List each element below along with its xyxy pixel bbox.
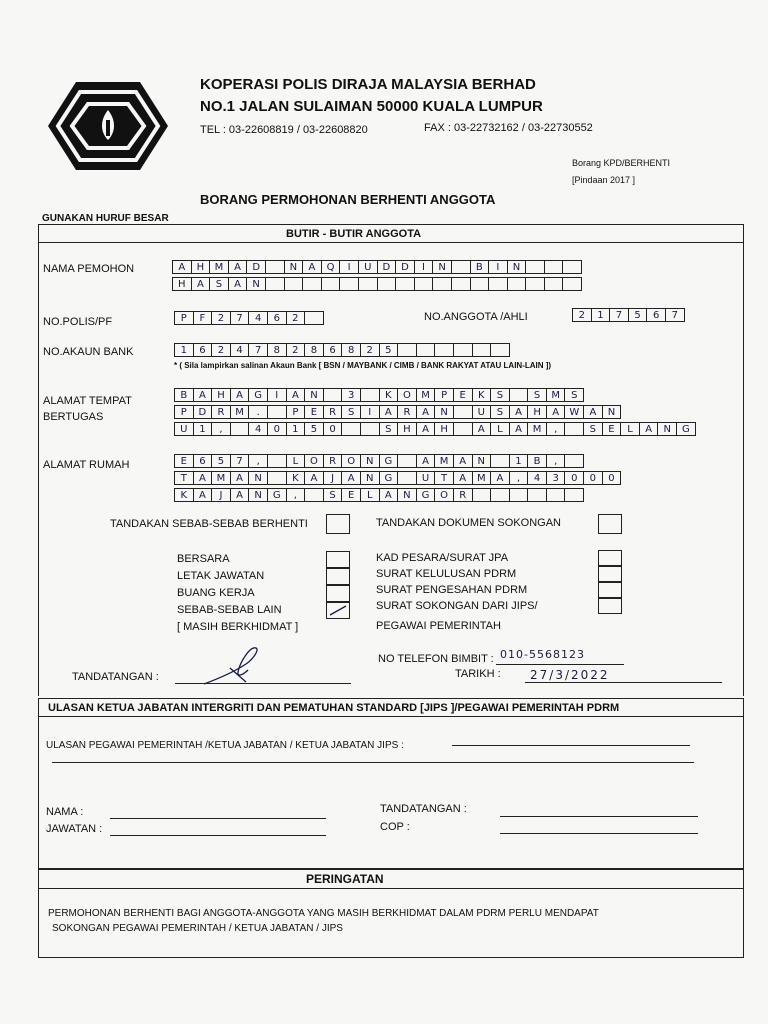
char-cell[interactable]: B: [174, 388, 194, 402]
char-cell[interactable]: [451, 260, 471, 274]
char-cell[interactable]: M: [209, 260, 229, 274]
rumah-row-2[interactable]: [174, 471, 620, 485]
char-cell[interactable]: A: [583, 405, 603, 419]
anggota-label: NO.ANGGOTA /AHLI: [424, 311, 528, 323]
char-cell[interactable]: L: [490, 422, 510, 436]
documents-heading-box: [598, 514, 622, 534]
char-cell[interactable]: 2: [572, 308, 592, 322]
char-cell[interactable]: E: [453, 388, 473, 402]
document-checkbox[interactable]: [598, 550, 622, 566]
instruction: GUNAKAN HURUF BESAR: [42, 213, 169, 224]
char-cell[interactable]: H: [191, 260, 211, 274]
char-cell[interactable]: U: [472, 405, 492, 419]
char-cell[interactable]: N: [397, 488, 417, 502]
char-cell[interactable]: G: [379, 454, 399, 468]
char-cell[interactable]: [453, 422, 473, 436]
char-cell[interactable]: [321, 277, 341, 291]
reason-label: BERSARA: [177, 553, 230, 565]
char-cell[interactable]: D: [246, 260, 266, 274]
char-cell[interactable]: 5: [304, 422, 324, 436]
char-cell[interactable]: [397, 343, 417, 357]
tempat-label: ALAMAT TEMPAT: [43, 395, 132, 407]
char-cell[interactable]: [564, 422, 584, 436]
char-cell[interactable]: [358, 277, 378, 291]
reminder-line-1: PERMOHONAN BERHENTI BAGI ANGGOTA-ANGGOTA YANG MASIH BERKHIDMAT DALAM PDRM PERLU MENDAPAT: [48, 908, 599, 919]
char-cell[interactable]: I: [339, 260, 359, 274]
char-cell[interactable]: M: [472, 471, 492, 485]
char-cell[interactable]: B: [470, 260, 490, 274]
char-cell[interactable]: A: [490, 471, 510, 485]
char-cell[interactable]: D: [395, 260, 415, 274]
char-cell[interactable]: ,: [211, 422, 231, 436]
char-cell[interactable]: G: [267, 488, 287, 502]
char-cell[interactable]: 2: [286, 343, 306, 357]
char-cell[interactable]: R: [211, 405, 231, 419]
char-cell[interactable]: U: [358, 260, 378, 274]
char-cell[interactable]: 6: [646, 308, 666, 322]
char-cell[interactable]: ,: [546, 454, 566, 468]
char-cell[interactable]: S: [323, 488, 343, 502]
char-cell[interactable]: ,: [248, 454, 268, 468]
reasons-heading: TANDAKAN SEBAB-SEBAB BERHENTI: [110, 518, 308, 530]
char-cell[interactable]: 3: [341, 388, 361, 402]
char-cell[interactable]: [564, 454, 584, 468]
char-cell[interactable]: 6: [193, 343, 213, 357]
char-cell[interactable]: 5: [211, 454, 231, 468]
tempat-row-1[interactable]: [174, 388, 583, 402]
char-cell[interactable]: A: [341, 471, 361, 485]
char-cell[interactable]: E: [341, 488, 361, 502]
char-cell[interactable]: H: [434, 422, 454, 436]
char-cell[interactable]: N: [304, 388, 324, 402]
char-cell[interactable]: 0: [602, 471, 622, 485]
tempat-label-2: BERTUGAS: [43, 411, 104, 423]
char-cell[interactable]: A: [302, 260, 322, 274]
char-cell[interactable]: [432, 277, 452, 291]
char-cell[interactable]: A: [193, 471, 213, 485]
char-cell[interactable]: N: [246, 277, 266, 291]
char-cell[interactable]: ,: [546, 422, 566, 436]
char-cell[interactable]: A: [379, 488, 399, 502]
char-cell[interactable]: D: [193, 405, 213, 419]
reason-checkbox[interactable]: [326, 585, 350, 602]
char-cell[interactable]: I: [267, 388, 287, 402]
char-cell[interactable]: [265, 260, 285, 274]
char-cell[interactable]: [397, 471, 417, 485]
koperasi-logo: [46, 80, 170, 172]
officer-signature-label: TANDATANGAN :: [380, 803, 467, 815]
tempat-row-3[interactable]: [174, 422, 695, 436]
char-cell[interactable]: P: [174, 405, 194, 419]
char-cell[interactable]: [490, 343, 510, 357]
char-cell[interactable]: [395, 277, 415, 291]
char-cell[interactable]: R: [323, 405, 343, 419]
char-cell[interactable]: H: [397, 422, 417, 436]
reason-label: SEBAB-SEBAB LAIN: [177, 604, 282, 616]
cop-line[interactable]: [500, 833, 698, 834]
char-cell[interactable]: N: [602, 405, 622, 419]
jawatan-line[interactable]: [110, 835, 326, 836]
section3-heading-bar: [38, 868, 744, 889]
polis-label: NO.POLIS/PF: [43, 316, 113, 328]
nama-officer-line[interactable]: [110, 818, 326, 819]
char-cell[interactable]: 4: [248, 422, 268, 436]
document-checkbox[interactable]: [598, 598, 622, 614]
rumah-label: ALAMAT RUMAH: [43, 459, 130, 471]
char-cell[interactable]: [562, 260, 582, 274]
phone-label: NO TELEFON BIMBIT :: [378, 653, 494, 665]
char-cell[interactable]: K: [174, 488, 194, 502]
reason-checkbox[interactable]: [326, 568, 350, 585]
reason-checkbox[interactable]: [326, 602, 350, 619]
document-label: SURAT KELULUSAN PDRM: [376, 568, 517, 580]
char-cell[interactable]: A: [228, 260, 248, 274]
char-cell[interactable]: [562, 277, 582, 291]
char-cell[interactable]: A: [191, 277, 211, 291]
char-cell[interactable]: G: [676, 422, 696, 436]
char-cell[interactable]: G: [248, 388, 268, 402]
char-cell[interactable]: [451, 277, 471, 291]
char-cell[interactable]: [490, 488, 510, 502]
phone-line: [496, 664, 624, 665]
char-cell[interactable]: S: [564, 388, 584, 402]
char-cell[interactable]: [472, 488, 492, 502]
char-cell[interactable]: [525, 277, 545, 291]
org-tel: TEL : 03-22608819 / 03-22608820: [200, 124, 368, 136]
char-cell[interactable]: N: [360, 454, 380, 468]
char-cell[interactable]: A: [228, 277, 248, 291]
char-cell[interactable]: [488, 277, 508, 291]
char-cell[interactable]: 2: [360, 343, 380, 357]
comment-line-1[interactable]: [452, 745, 690, 746]
char-cell[interactable]: D: [377, 260, 397, 274]
char-cell[interactable]: [509, 388, 529, 402]
char-cell[interactable]: A: [193, 388, 213, 402]
char-cell[interactable]: [527, 488, 547, 502]
char-cell[interactable]: [304, 488, 324, 502]
char-cell[interactable]: H: [527, 405, 547, 419]
char-cell[interactable]: J: [211, 488, 231, 502]
char-cell[interactable]: 7: [230, 454, 250, 468]
char-cell[interactable]: J: [323, 471, 343, 485]
char-cell[interactable]: A: [453, 471, 473, 485]
comment-label: ULASAN PEGAWAI PEMERINTAH /KETUA JABATAN / KETUA JABATAN JIPS :: [46, 740, 404, 751]
char-cell[interactable]: K: [472, 388, 492, 402]
rumah-row-3[interactable]: [174, 488, 583, 502]
char-cell[interactable]: A: [509, 405, 529, 419]
char-cell[interactable]: M: [434, 454, 454, 468]
char-cell[interactable]: A: [286, 388, 306, 402]
document-checkbox[interactable]: [598, 582, 622, 598]
char-cell[interactable]: S: [490, 388, 510, 402]
org-name: KOPERASI POLIS DIRAJA MALAYSIA BERHAD: [200, 76, 536, 93]
char-cell[interactable]: .: [248, 405, 268, 419]
date-label: TARIKH :: [455, 668, 501, 680]
char-cell[interactable]: [341, 422, 361, 436]
org-fax: FAX : 03-22732162 / 03-22730552: [424, 122, 593, 134]
reasons-heading-box: [326, 514, 350, 534]
nama-row-2[interactable]: [172, 277, 581, 291]
char-cell[interactable]: A: [230, 471, 250, 485]
char-cell[interactable]: [416, 343, 436, 357]
char-cell[interactable]: 4: [230, 343, 250, 357]
char-cell[interactable]: S: [583, 422, 603, 436]
rumah-row-1[interactable]: [174, 454, 583, 468]
char-cell[interactable]: W: [564, 405, 584, 419]
char-cell[interactable]: N: [434, 405, 454, 419]
char-cell[interactable]: [267, 405, 287, 419]
char-cell[interactable]: 8: [267, 343, 287, 357]
char-cell[interactable]: S: [341, 405, 361, 419]
reason-other-note: [ MASIH BERKHIDMAT ]: [177, 621, 299, 633]
char-cell[interactable]: A: [193, 488, 213, 502]
char-cell[interactable]: 1: [193, 422, 213, 436]
form-revision: [Pindaan 2017 ]: [572, 175, 636, 185]
char-cell[interactable]: [304, 311, 324, 325]
char-cell[interactable]: R: [323, 454, 343, 468]
char-cell[interactable]: A: [416, 422, 436, 436]
char-cell[interactable]: 7: [609, 308, 629, 322]
section-ulasan: [38, 698, 744, 870]
char-cell[interactable]: 1: [174, 343, 194, 357]
char-cell[interactable]: O: [304, 454, 324, 468]
char-cell[interactable]: A: [453, 454, 473, 468]
char-cell[interactable]: L: [620, 422, 640, 436]
char-cell[interactable]: H: [211, 388, 231, 402]
officer-signature-line[interactable]: [500, 816, 698, 817]
char-cell[interactable]: 8: [341, 343, 361, 357]
char-cell[interactable]: 1: [286, 422, 306, 436]
char-cell[interactable]: [453, 343, 473, 357]
bank-account-field[interactable]: [174, 343, 509, 357]
char-cell[interactable]: [323, 388, 343, 402]
char-cell[interactable]: 4: [527, 471, 547, 485]
char-cell[interactable]: S: [379, 422, 399, 436]
char-cell[interactable]: [490, 454, 510, 468]
char-cell[interactable]: A: [639, 422, 659, 436]
jawatan-label: JAWATAN :: [46, 823, 103, 835]
char-cell[interactable]: E: [174, 454, 194, 468]
char-cell[interactable]: 0: [323, 422, 343, 436]
char-cell[interactable]: P: [174, 311, 194, 325]
char-cell[interactable]: [302, 277, 322, 291]
char-cell[interactable]: 8: [304, 343, 324, 357]
char-cell[interactable]: 2: [211, 311, 231, 325]
char-cell[interactable]: I: [414, 260, 434, 274]
document-label: SURAT SOKONGAN DARI JIPS/: [376, 600, 538, 612]
anggota-number-field[interactable]: [572, 308, 684, 322]
char-cell[interactable]: 5: [379, 343, 399, 357]
char-cell[interactable]: S: [209, 277, 229, 291]
nama-officer-label: NAMA :: [46, 806, 84, 818]
char-cell[interactable]: H: [172, 277, 192, 291]
char-cell[interactable]: E: [304, 405, 324, 419]
char-cell[interactable]: U: [416, 471, 436, 485]
char-cell[interactable]: ,: [286, 488, 306, 502]
section1-heading: BUTIR - BUTIR ANGGOTA: [286, 228, 422, 240]
char-cell[interactable]: [546, 488, 566, 502]
char-cell[interactable]: N: [472, 454, 492, 468]
char-cell[interactable]: ,: [509, 471, 529, 485]
char-cell[interactable]: N: [507, 260, 527, 274]
nama-label: NAMA PEMOHON: [43, 263, 135, 275]
char-cell[interactable]: 7: [248, 343, 268, 357]
tempat-row-2[interactable]: [174, 405, 620, 419]
documents-heading: TANDAKAN DOKUMEN SOKONGAN: [376, 517, 561, 529]
char-cell[interactable]: L: [286, 454, 306, 468]
char-cell[interactable]: A: [172, 260, 192, 274]
char-cell[interactable]: R: [453, 488, 473, 502]
char-cell[interactable]: [544, 277, 564, 291]
polis-number-field[interactable]: [174, 311, 323, 325]
reason-label: LETAK JAWATAN: [177, 570, 265, 582]
char-cell[interactable]: [414, 277, 434, 291]
char-cell[interactable]: Q: [321, 260, 341, 274]
char-cell[interactable]: M: [211, 471, 231, 485]
char-cell[interactable]: N: [284, 260, 304, 274]
char-cell[interactable]: O: [434, 488, 454, 502]
form-code: Borang KPD/BERHENTI: [572, 158, 671, 168]
char-cell[interactable]: [397, 454, 417, 468]
char-cell[interactable]: S: [490, 405, 510, 419]
signature-label: TANDATANGAN :: [72, 671, 159, 683]
applicant-signature: [200, 644, 270, 693]
char-cell[interactable]: 2: [286, 311, 306, 325]
nama-row-1[interactable]: [172, 260, 581, 274]
char-cell[interactable]: T: [434, 471, 454, 485]
phone-value[interactable]: 010-5568123: [500, 648, 585, 661]
char-cell[interactable]: A: [304, 471, 324, 485]
char-cell[interactable]: N: [248, 471, 268, 485]
cop-label: COP :: [380, 821, 410, 833]
char-cell[interactable]: L: [360, 488, 380, 502]
char-cell[interactable]: 3: [546, 471, 566, 485]
bank-label: NO.AKAUN BANK: [43, 346, 134, 358]
char-cell[interactable]: [470, 277, 490, 291]
document-label: KAD PESARA/SURAT JPA: [376, 552, 509, 564]
char-cell[interactable]: [544, 260, 564, 274]
char-cell[interactable]: 4: [248, 311, 268, 325]
char-cell[interactable]: M: [416, 388, 436, 402]
char-cell[interactable]: N: [657, 422, 677, 436]
char-cell[interactable]: [230, 422, 250, 436]
char-cell[interactable]: 0: [267, 422, 287, 436]
char-cell[interactable]: I: [488, 260, 508, 274]
char-cell[interactable]: B: [527, 454, 547, 468]
char-cell[interactable]: N: [360, 471, 380, 485]
char-cell[interactable]: 0: [564, 471, 584, 485]
char-cell[interactable]: O: [341, 454, 361, 468]
char-cell[interactable]: [472, 343, 492, 357]
char-cell[interactable]: [267, 471, 287, 485]
char-cell[interactable]: 6: [267, 311, 287, 325]
char-cell[interactable]: P: [434, 388, 454, 402]
reminder-line-2: SOKONGAN PEGAWAI PEMERINTAH / KETUA JABATAN / JIPS: [52, 923, 343, 934]
date-line: [525, 682, 722, 683]
char-cell[interactable]: K: [286, 471, 306, 485]
document-checkbox[interactable]: [598, 566, 622, 582]
char-cell[interactable]: 6: [323, 343, 343, 357]
comment-line-2[interactable]: [52, 762, 694, 763]
bank-note: * ( Sila lampirkan salinan Akaun Bank [ BSN / MAYBANK / CIMB / BANK RAKYAT ATAU LAIN-LAIN ]): [174, 361, 552, 370]
section3-heading: PERINGATAN: [306, 872, 384, 886]
char-cell[interactable]: [265, 277, 285, 291]
char-cell[interactable]: O: [397, 388, 417, 402]
form-title: BORANG PERMOHONAN BERHENTI ANGGOTA: [200, 192, 496, 207]
char-cell[interactable]: 1: [591, 308, 611, 322]
char-cell[interactable]: A: [416, 405, 436, 419]
char-cell[interactable]: [377, 277, 397, 291]
char-cell[interactable]: 6: [193, 454, 213, 468]
char-cell[interactable]: M: [527, 422, 547, 436]
char-cell[interactable]: 7: [665, 308, 685, 322]
char-cell[interactable]: [339, 277, 359, 291]
char-cell[interactable]: A: [509, 422, 529, 436]
char-cell[interactable]: [360, 388, 380, 402]
char-cell[interactable]: M: [546, 388, 566, 402]
char-cell[interactable]: S: [527, 388, 547, 402]
char-cell[interactable]: T: [174, 471, 194, 485]
char-cell[interactable]: A: [416, 454, 436, 468]
char-cell[interactable]: G: [379, 471, 399, 485]
documents-last-line: PEGAWAI PEMERINTAH: [376, 620, 501, 632]
char-cell[interactable]: A: [230, 488, 250, 502]
reason-label: BUANG KERJA: [177, 587, 255, 599]
char-cell[interactable]: [284, 277, 304, 291]
section2-heading: ULASAN KETUA JABATAN INTERGRITI DAN PEMATUHAN STANDARD [JIPS ]/PEGAWAI PEMERINTAH PDRM: [48, 702, 620, 714]
char-cell[interactable]: U: [174, 422, 194, 436]
char-cell[interactable]: [564, 488, 584, 502]
char-cell[interactable]: 5: [628, 308, 648, 322]
char-cell[interactable]: [434, 343, 454, 357]
char-cell[interactable]: [507, 277, 527, 291]
char-cell[interactable]: E: [602, 422, 622, 436]
char-cell[interactable]: 2: [211, 343, 231, 357]
char-cell[interactable]: R: [397, 405, 417, 419]
char-cell[interactable]: [453, 405, 473, 419]
char-cell[interactable]: F: [193, 311, 213, 325]
char-cell[interactable]: [360, 422, 380, 436]
reason-checkbox[interactable]: [326, 551, 350, 568]
document-label: SURAT PENGESAHAN PDRM: [376, 584, 528, 596]
char-cell[interactable]: G: [416, 488, 436, 502]
char-cell[interactable]: K: [379, 388, 399, 402]
char-cell[interactable]: A: [230, 388, 250, 402]
char-cell[interactable]: 7: [230, 311, 250, 325]
char-cell[interactable]: A: [379, 405, 399, 419]
char-cell[interactable]: 1: [509, 454, 529, 468]
date-value[interactable]: 27/3/2022: [530, 668, 610, 682]
char-cell[interactable]: P: [286, 405, 306, 419]
char-cell[interactable]: N: [432, 260, 452, 274]
char-cell[interactable]: [267, 454, 287, 468]
char-cell[interactable]: A: [546, 405, 566, 419]
char-cell[interactable]: [509, 488, 529, 502]
char-cell[interactable]: I: [360, 405, 380, 419]
org-address: NO.1 JALAN SULAIMAN 50000 KUALA LUMPUR: [200, 98, 543, 115]
char-cell[interactable]: [525, 260, 545, 274]
char-cell[interactable]: N: [248, 488, 268, 502]
char-cell[interactable]: 0: [583, 471, 603, 485]
char-cell[interactable]: A: [472, 422, 492, 436]
char-cell[interactable]: M: [230, 405, 250, 419]
